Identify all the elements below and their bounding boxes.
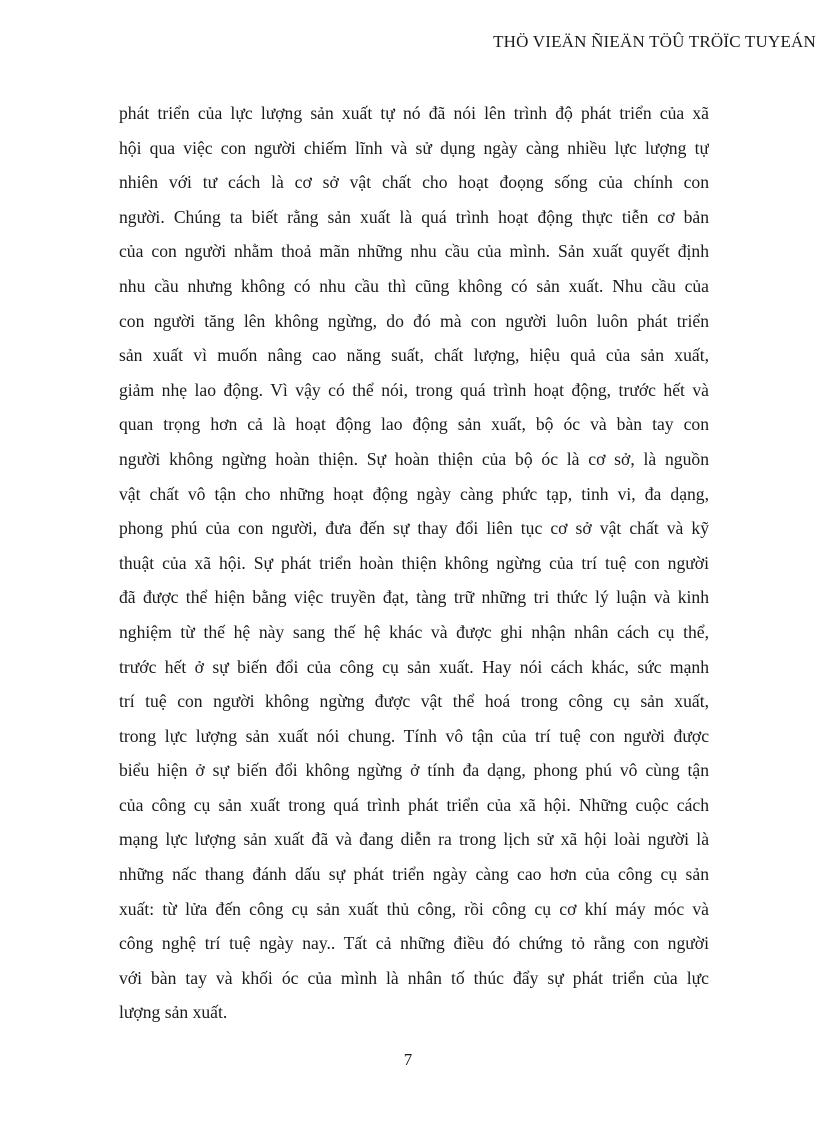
text-line: nhu cầu nhưng không có nhu cầu thì cũng không có sản xuất. Nhu cầu của	[119, 275, 709, 296]
body-text	[119, 96, 709, 1030]
text-line: vật chất vô tận cho những hoạt động ngày càng phức tạp, tinh vi, đa dạng,	[119, 483, 709, 504]
text-line: trong lực lượng sản xuất nói chung. Tính vô tận của trí tuệ con người được	[119, 725, 709, 746]
text-line: công nghệ trí tuệ ngày nay.. Tất cả những điều đó chứng tỏ rằng con người	[119, 933, 709, 954]
text-line: người không ngừng hoàn thiện. Sự hoàn thiện của bộ óc là cơ sở, là nguồn	[119, 448, 709, 469]
text-line: phong phú của con người, đưa đến sự thay đổi liên tục cơ sở vật chất và kỹ	[119, 518, 709, 539]
text-line: lượng sản xuất.	[119, 1002, 228, 1023]
text-line: quan trọng hơn cả là hoạt động lao động sản xuất, bộ óc và bàn tay con	[119, 414, 709, 435]
text-line: đã được thể hiện bằng việc truyền đạt, tàng trữ những tri thức lý luận và kinh	[119, 587, 709, 608]
text-line: trước hết ở sự biến đổi của công cụ sản xuất. Hay nói cách khác, sức mạnh	[119, 656, 709, 677]
text-line: xuất: từ lửa đến công cụ sản xuất thủ công, rồi công cụ cơ khí máy móc và	[119, 898, 709, 919]
text-line: hội qua việc con người chiếm lĩnh và sử dụng ngày càng nhiều lực lượng tự	[119, 137, 709, 158]
text-line: nghiệm từ thế hệ này sang thế hệ khác và được ghi nhận nhân cách cụ thể,	[119, 621, 709, 642]
text-line: của con người nhằm thoả mãn những nhu cầu của mình. Sản xuất quyết định	[119, 241, 709, 262]
text-line: của công cụ sản xuất trong quá trình phát triển của xã hội. Những cuộc cách	[119, 794, 709, 815]
text-line: giảm nhẹ lao động. Vì vậy có thể nói, trong quá trình hoạt động, trước hết và	[119, 379, 709, 400]
text-line: con người tăng lên không ngừng, do đó mà con người luôn luôn phát triển	[119, 310, 709, 331]
text-line: biểu hiện ở sự biến đổi không ngừng ở tính đa dạng, phong phú vô cùng tận	[119, 760, 709, 781]
page-number: 7	[403, 1050, 413, 1069]
text-line: những nấc thang đánh dấu sự phát triển ngày càng cao hơn của công cụ sản	[119, 864, 709, 885]
text-line: trí tuệ con người không ngừng được vật thể hoá trong công cụ sản xuất,	[119, 691, 709, 712]
text-line: nhiên với tư cách là cơ sở vật chất cho hoạt đoọng sống của chính con	[119, 172, 709, 193]
text-line: sản xuất vì muốn nâng cao năng suất, chất lượng, hiệu quả của sản xuất,	[119, 345, 709, 366]
text-line: thuật của xã hội. Sự phát triển hoàn thiện không ngừng của trí tuệ con người	[119, 552, 709, 573]
text-line: phát triển của lực lượng sản xuất tự nó đã nói lên trình độ phát triển của xã	[119, 103, 709, 123]
text-line: người. Chúng ta biết rằng sản xuất là quá trình hoạt động thực tiễn cơ bản	[119, 206, 709, 227]
text-line: với bàn tay và khối óc của mình là nhân tố thúc đẩy sự phát triển của lực	[119, 967, 709, 988]
text-line: mạng lực lượng sản xuất đã và đang diễn ra trong lịch sử xã hội loài người là	[119, 829, 709, 850]
page-header: THÖ VIEÄN ÑIEÄN TÖÛ TRÖÏC TUYEÁN	[493, 32, 816, 51]
